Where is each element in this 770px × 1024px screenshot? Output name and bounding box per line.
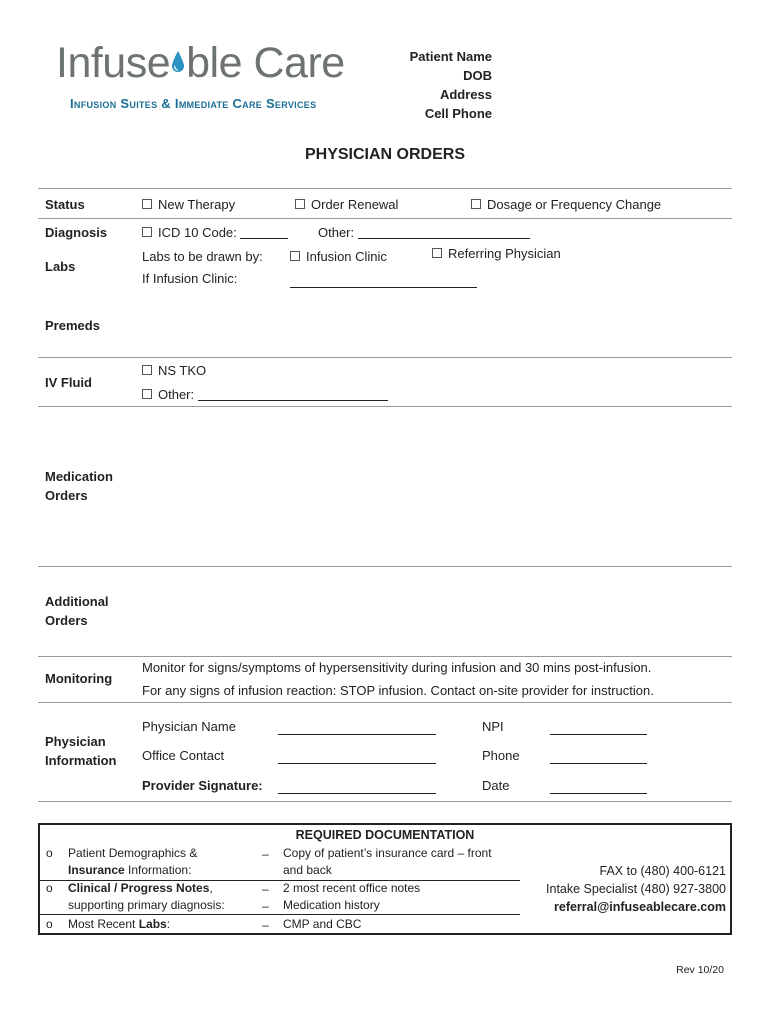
checkbox-icon[interactable] (471, 199, 481, 209)
physician-label-line2: Information (45, 753, 117, 768)
checkbox-icon[interactable] (142, 199, 152, 209)
additional-label-line1: Additional (45, 594, 109, 609)
labs-label: Labs (45, 259, 76, 274)
logo-wordmark (56, 39, 345, 87)
office-contact-field[interactable] (278, 763, 436, 764)
physician-name-label: Physician Name (142, 719, 236, 734)
intake-specialist-phone: Intake Specialist (480) 927-3800 (546, 882, 726, 896)
date-label: Date (482, 778, 510, 793)
checkbox-icon[interactable] (290, 251, 300, 261)
provider-signature-field[interactable] (278, 793, 436, 794)
date-field[interactable] (550, 793, 647, 794)
medication-label-line1: Medication (45, 469, 113, 484)
physician-label-line1: Physician (45, 734, 106, 749)
infusion-clinic-label: Infusion Clinic (306, 249, 387, 264)
labs-pre: Most Recent (68, 917, 139, 931)
fax-number: FAX to (480) 400-6121 (599, 864, 726, 878)
dob-field: DOB (463, 68, 492, 83)
logo-tagline: Infusion Suites & Immediate Care Services (70, 96, 317, 111)
revision-label: Rev 10/20 (676, 964, 724, 976)
diagnosis-other-field[interactable] (358, 225, 530, 239)
insurance-bold: Insurance (68, 863, 125, 877)
labs-drawn-by: Labs to be drawn by: (142, 249, 263, 264)
icd10-field[interactable] (240, 225, 288, 239)
provider-signature-label: Provider Signature: (142, 778, 263, 793)
checkbox-icon[interactable] (142, 365, 152, 375)
bullet-icon: o (46, 917, 53, 931)
ns-tko-option[interactable] (142, 362, 206, 380)
additional-label-line2: Orders (45, 613, 88, 628)
icd10-label: ICD 10 Code: (158, 225, 237, 240)
clinical-notes-bold: Clinical / Progress Notes (68, 881, 210, 895)
doc-item-clinical-notes (68, 880, 225, 914)
doc-item-clinical-line1 (68, 880, 225, 897)
new-therapy-option[interactable] (142, 196, 235, 214)
dosage-change-label: Dosage or Frequency Change (487, 197, 662, 212)
monitoring-line-2: For any signs of infusion reaction: STOP infusion. Contact on-site provider for instruction. (142, 683, 654, 698)
patient-info-block (410, 47, 492, 123)
divider (38, 406, 732, 407)
referring-physician-label: Referring Physician (448, 246, 561, 261)
labs-bold: Labs (138, 917, 167, 931)
bullet-icon: o (46, 881, 53, 895)
clinic-field[interactable] (290, 287, 477, 288)
doc-item-labs (68, 916, 170, 933)
checkbox-icon[interactable] (295, 199, 305, 209)
water-drop-icon (171, 50, 185, 74)
insurance-rest: Information: (124, 863, 192, 877)
divider (38, 357, 732, 358)
referring-physician-option[interactable] (432, 245, 561, 263)
doc-detail-insurance-card (283, 845, 492, 879)
doc-detail-cmp-cbc: CMP and CBC (283, 917, 362, 931)
monitoring-line-1: Monitor for signs/symptoms of hypersensitivity during infusion and 30 mins post-infusion. (142, 660, 652, 675)
iv-other-field[interactable] (198, 387, 388, 401)
dash-icon: – (262, 918, 269, 932)
checkbox-icon[interactable] (142, 389, 152, 399)
phone-field[interactable] (550, 763, 647, 764)
divider (38, 218, 732, 219)
divider (38, 188, 732, 189)
diagnosis-other-label: Other: (318, 225, 355, 240)
iv-other-label: Other: (158, 387, 195, 402)
doc-detail-insurance-line2: and back (283, 863, 332, 877)
dash-icon: – (262, 882, 269, 896)
physician-name-field[interactable] (278, 734, 436, 735)
logo-text-2: ble Care (186, 39, 345, 87)
address-field: Address (439, 87, 492, 102)
referral-email[interactable]: referral@infuseablecare.com (554, 900, 726, 914)
order-renewal-option[interactable] (295, 196, 398, 214)
doc-detail-insurance-line1: Copy of patient’s insurance card – front (283, 846, 492, 860)
medication-label-line2: Orders (45, 488, 88, 503)
diagnosis-label: Diagnosis (45, 225, 108, 240)
required-documentation-title: REQUIRED DOCUMENTATION (295, 828, 475, 842)
doc-item-demographics-line2 (68, 862, 197, 879)
clinical-notes-rest: , (209, 881, 213, 895)
additional-orders-label (45, 592, 109, 630)
divider (40, 914, 520, 915)
checkbox-icon[interactable] (142, 227, 152, 237)
diagnosis-other (318, 224, 530, 242)
divider (38, 702, 732, 703)
npi-label: NPI (482, 719, 504, 734)
phone-label: Phone (482, 748, 520, 763)
infusion-clinic-option[interactable] (290, 248, 387, 266)
doc-detail-medication-history: Medication history (283, 898, 380, 912)
monitoring-label: Monitoring (45, 671, 113, 686)
status-label: Status (45, 197, 85, 212)
medication-orders-label (45, 467, 113, 505)
contact-block (546, 862, 726, 916)
dosage-change-option[interactable] (471, 196, 661, 214)
patient-name-field: Patient Name (409, 49, 492, 64)
icd10-option[interactable] (142, 224, 288, 242)
dash-icon: – (262, 847, 269, 861)
logo-text-1: Infuse (56, 39, 171, 87)
physician-info-label (45, 732, 117, 770)
page-title: PHYSICIAN ORDERS (304, 146, 466, 163)
dash-icon: – (262, 899, 269, 913)
doc-item-clinical-line2: supporting primary diagnosis: (68, 898, 225, 912)
doc-detail-office-notes: 2 most recent office notes (283, 881, 421, 895)
divider (38, 801, 732, 802)
office-contact-label: Office Contact (142, 748, 225, 763)
new-therapy-label: New Therapy (158, 197, 236, 212)
divider (38, 656, 732, 657)
divider (38, 566, 732, 567)
npi-field[interactable] (550, 734, 647, 735)
if-infusion-clinic: If Infusion Clinic: (142, 271, 238, 286)
ns-tko-label: NS TKO (158, 363, 207, 378)
checkbox-icon[interactable] (432, 248, 442, 258)
iv-other-option[interactable] (142, 386, 388, 404)
iv-fluid-label: IV Fluid (45, 375, 92, 390)
order-renewal-label: Order Renewal (311, 197, 399, 212)
doc-item-demographics (68, 845, 197, 879)
doc-item-demographics-line1: Patient Demographics & (68, 846, 198, 860)
premeds-label: Premeds (45, 318, 100, 333)
labs-rest: : (166, 917, 171, 931)
bullet-icon: o (46, 846, 53, 860)
cell-phone-field: Cell Phone (424, 106, 492, 121)
